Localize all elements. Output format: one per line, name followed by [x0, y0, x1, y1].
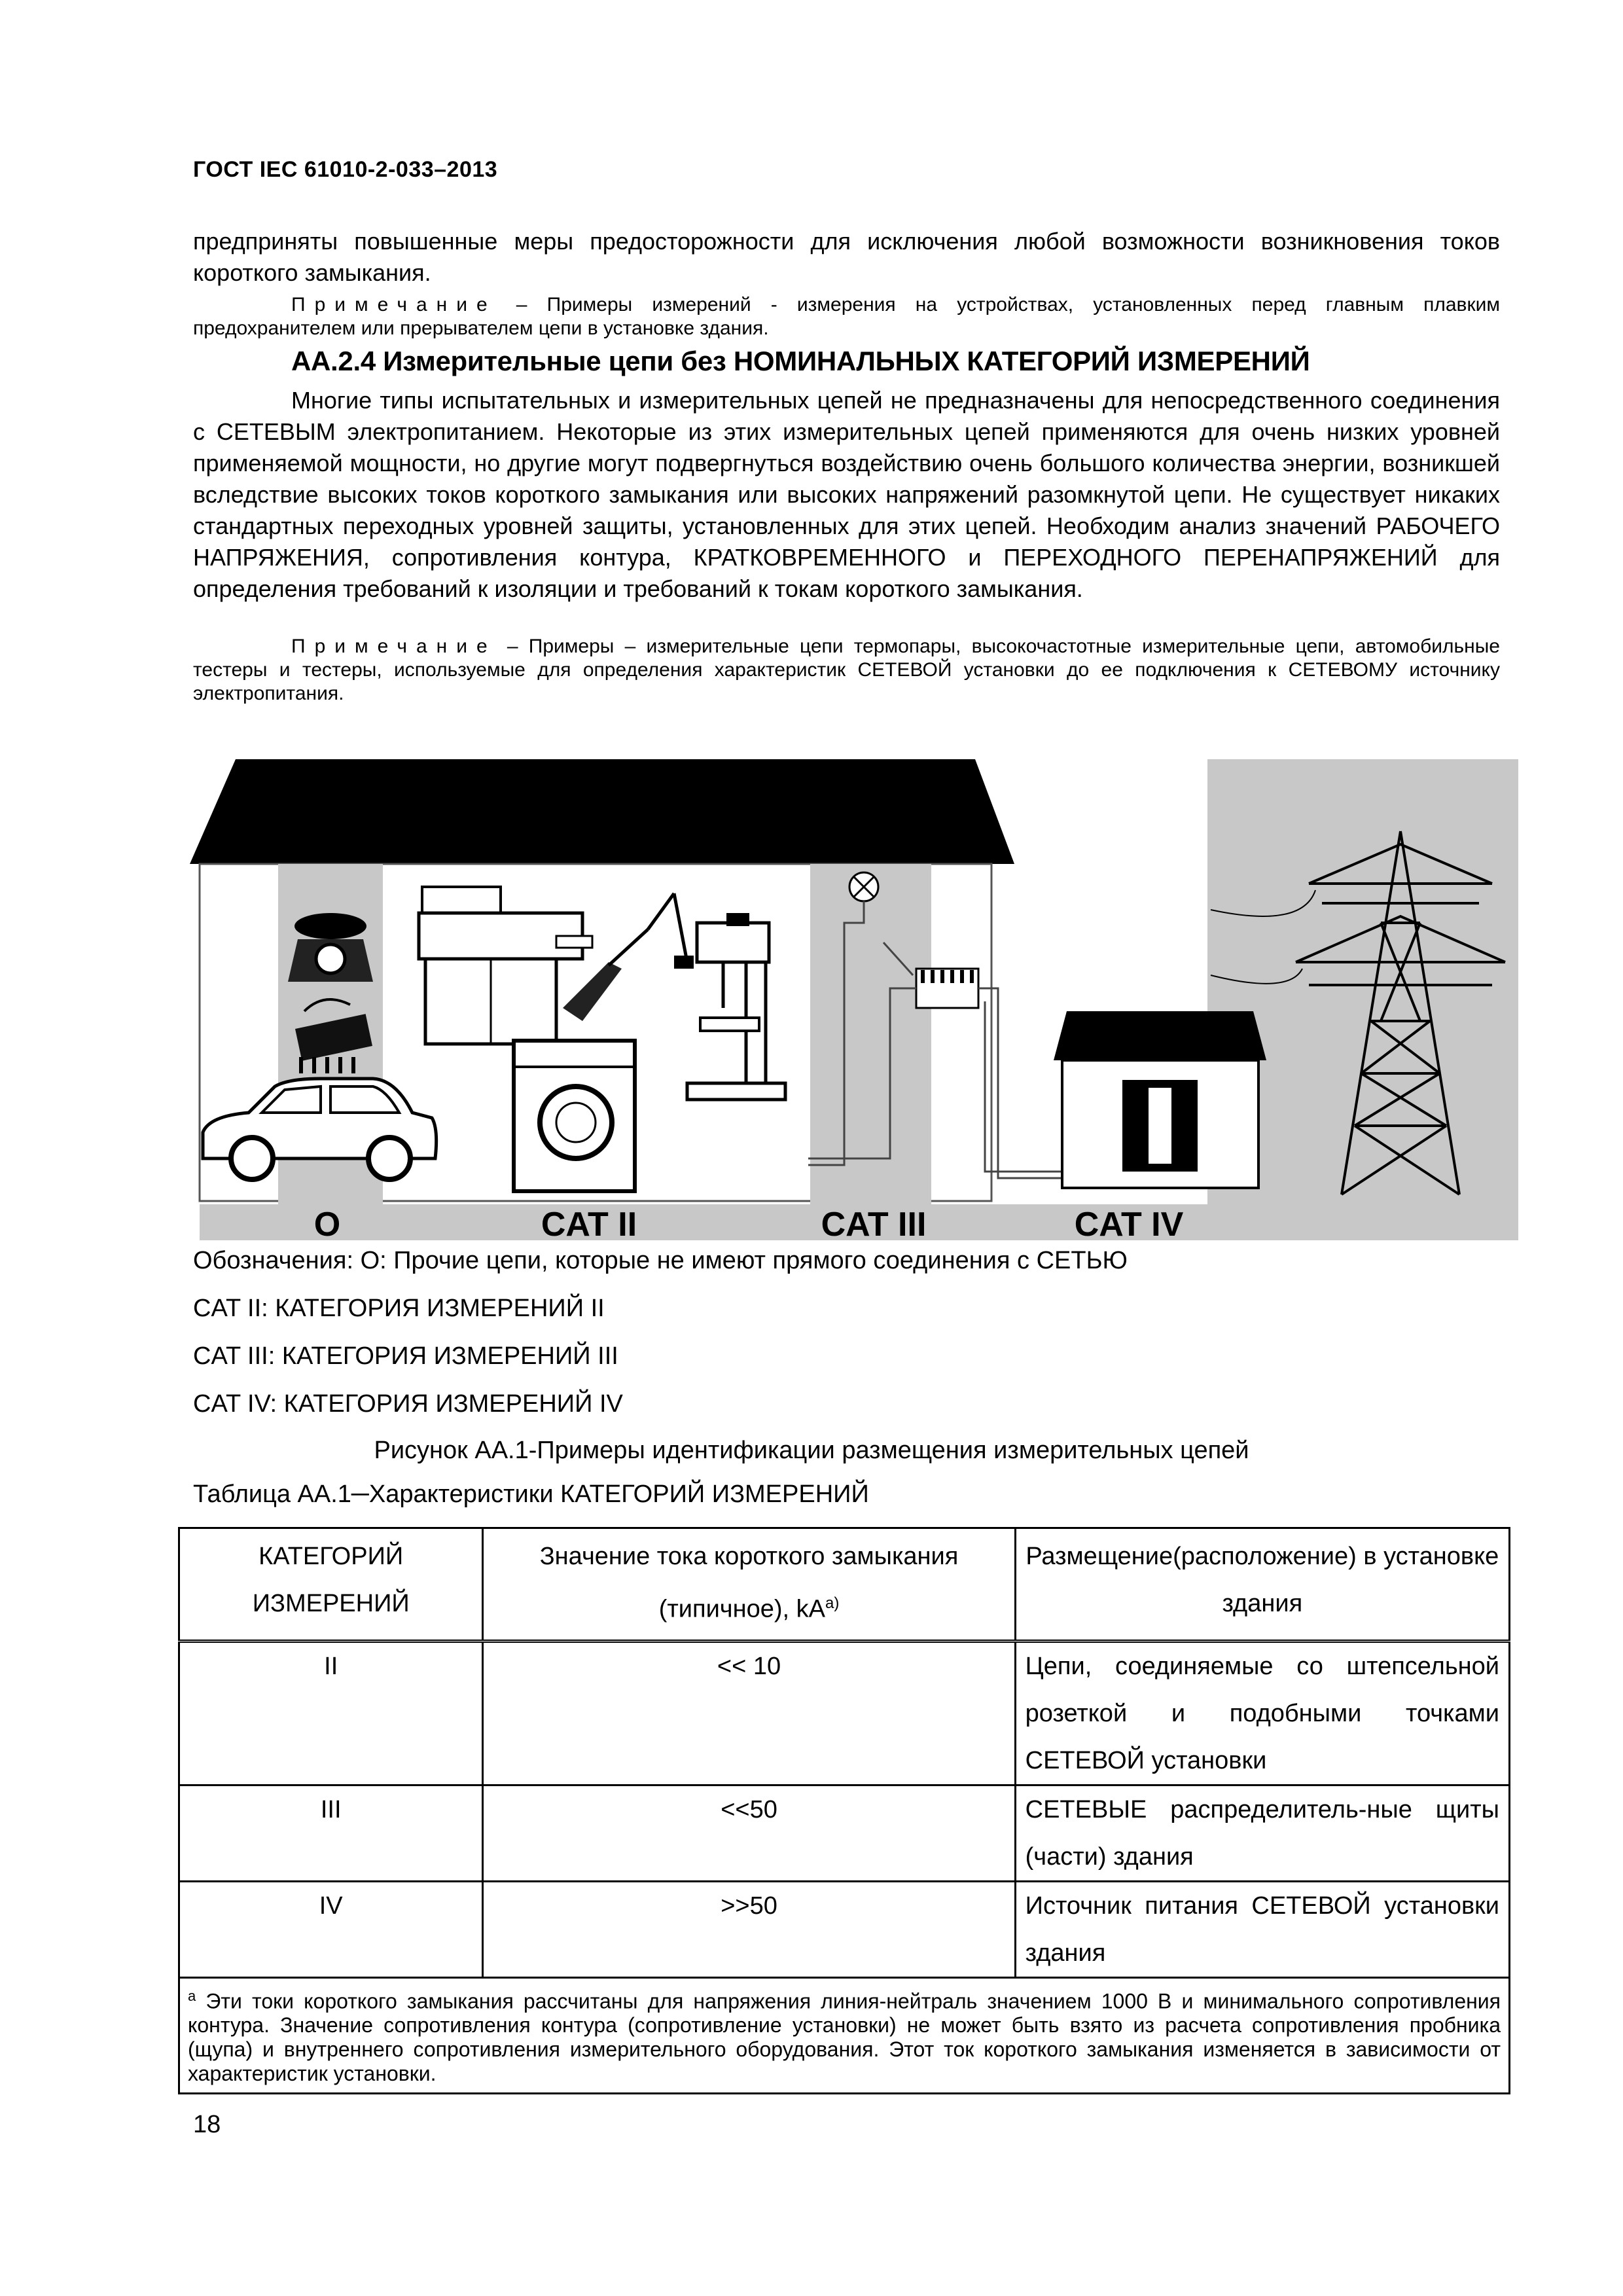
cell-current: << 10 — [483, 1641, 1015, 1785]
note-text: – Примеры измерений - измерения на устройствах, установленных перед главным плавким предохранителем или прерывателем цепи в установке здания. — [193, 294, 1500, 339]
light-fixture-icon — [849, 872, 878, 901]
footnote-text: Эти токи короткого замыкания рассчитаны для напряжения линия-нейтраль значением 1000 В и минимального сопротивления контура. Значение сопротивления контура (сопротивление установки) не может быть взято из расчета сопротивления пробника (щупа) и внутреннего сопротивления измерительного оборудования. Этот ток короткого замыкания изменяется в зависимости от характеристик установки. — [188, 1989, 1501, 2086]
cell-location: Цепи, соединяемые со штепсельной розеткой и подобными точками СЕТЕВОЙ установки — [1015, 1641, 1509, 1785]
measurement-categories-table — [178, 1527, 1510, 2094]
cell-category: IV — [179, 1881, 483, 1977]
legend-item-cat-iii: CAT III: КАТЕГОРИЯ ИЗМЕРЕНИЙ III — [193, 1342, 618, 1370]
header-category: КАТЕГОРИЙ ИЗМЕРЕНИЙ — [179, 1528, 483, 1641]
cell-category: II — [179, 1641, 483, 1785]
legend-item-cat-iv: CAT IV: КАТЕГОРИЯ ИЗМЕРЕНИЙ IV — [193, 1390, 623, 1418]
table-row — [179, 1785, 1510, 1881]
intro-paragraph: предприняты повышенные меры предосторожности для исключения любой возможности возникновения токов короткого замыкания. — [193, 228, 1500, 286]
cell-current: >>50 — [483, 1881, 1015, 1977]
zone-label-cat-iii: CAT III — [821, 1206, 927, 1244]
note-label: Примечание — [291, 636, 497, 657]
measurement-categories-figure — [190, 759, 1518, 1244]
footnote-mark: a — [188, 1987, 196, 2004]
house-roof — [190, 759, 1014, 864]
cell-category: III — [179, 1785, 483, 1881]
zone-label-o: O — [313, 1206, 341, 1244]
table-footnote-row — [179, 1977, 1510, 2094]
zone-cat-iii-background — [810, 864, 931, 1204]
header-current — [483, 1528, 1015, 1641]
legend-item-cat-ii: CAT II: КАТЕГОРИЯ ИЗМЕРЕНИЙ II — [193, 1295, 605, 1322]
zone-label-cat-ii: CAT II — [541, 1206, 637, 1244]
note-label: Примечание — [291, 294, 497, 315]
telephone-icon — [288, 913, 373, 982]
section-note — [193, 635, 1500, 706]
page-number: 18 — [193, 2111, 221, 2138]
header-current-text: Значение тока короткого замыкания (типичное), kA — [539, 1543, 959, 1623]
section-paragraph: Многие типы испытательных и измерительных цепей не предназначены для непосредственного соединения с СЕТЕВЫМ электропитанием. Некоторые из этих измерительных цепей применяются для очень низких уровней применяемой мощности, но другие могут подвергнуться воздействию очень большого количества энергии, возникшей вследствие высоких токов короткого замыкания или высоких напряжений разомкнутой цепи. Не существует никаких стандартных переходных уровней защиты, установленных для этих цепей. Необходим анализ значений РАБОЧЕГО НАПРЯЖЕНИЯ, сопротивления контура, КРАТКОВРЕМЕННОГО и ПЕРЕХОДНОГО ПЕРЕНАПРЯЖЕНИЙ для определения требований к изоляции и требований к токам короткого замыкания. — [193, 387, 1500, 602]
header-current-sup: a) — [825, 1594, 840, 1612]
table-header-row — [179, 1528, 1510, 1641]
cell-location: Источник питания СЕТЕВОЙ установки здания — [1015, 1881, 1509, 1977]
table-row — [179, 1881, 1510, 1977]
table-row — [179, 1641, 1510, 1785]
note-text: – Примеры – измерительные цепи термопары, высокочастотные измерительные цепи, автомобильные тестеры и тестеры, используемые для определения характеристик СЕТЕВОЙ установки до ее подключения к СЕТЕВОМУ источнику электропитания. — [193, 636, 1500, 704]
table-caption: Таблица АА.1─Характеристики КАТЕГОРИЙ ИЗМЕРЕНИЙ — [193, 1480, 869, 1508]
transformer-house-icon — [1054, 1011, 1266, 1188]
cell-location: СЕТЕВЫЕ распределитель-ные щиты (части) здания — [1015, 1785, 1509, 1881]
intro-note — [193, 293, 1500, 340]
figure-caption: Рисунок АА.1-Примеры идентификации размещения измерительных цепей — [374, 1437, 1249, 1464]
cell-current: <<50 — [483, 1785, 1015, 1881]
document-header: ГОСТ IEC 61010-2-033–2013 — [193, 157, 498, 182]
table-footnote — [179, 1977, 1510, 2094]
section-title: АА.2.4 Измерительные цепи без НОМИНАЛЬНЫХ КАТЕГОРИЙ ИЗМЕРЕНИЙ — [291, 346, 1310, 376]
washing-machine-icon — [514, 1041, 635, 1191]
distribution-panel-icon — [916, 969, 978, 1008]
header-location: Размещение(расположение) в установке здания — [1015, 1528, 1509, 1641]
legend-item-o: Обозначения: О: Прочие цепи, которые не имеют прямого соединения с СЕТЬЮ — [193, 1247, 1128, 1274]
zone-label-cat-iv: CAT IV — [1074, 1206, 1184, 1244]
